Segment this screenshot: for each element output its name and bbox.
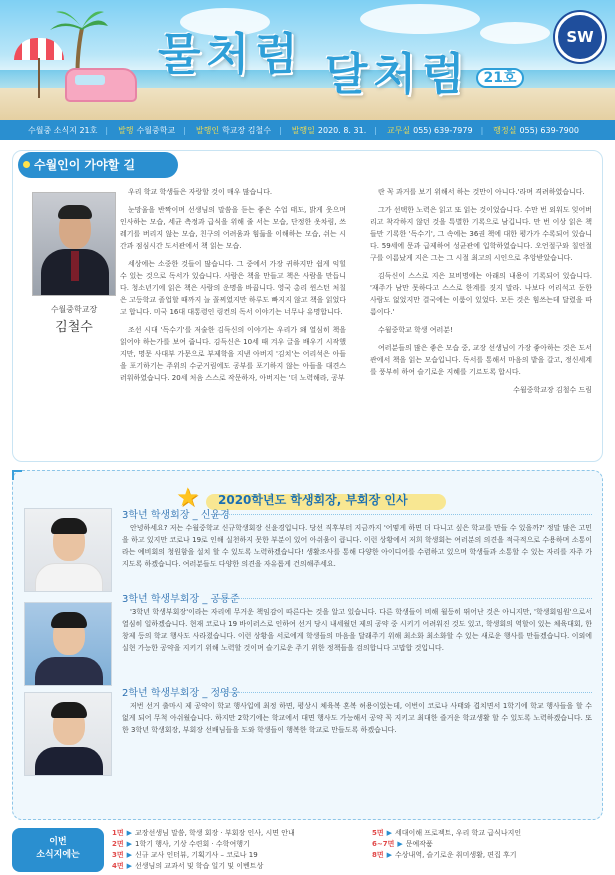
- paragraph: 세상에는 소중한 것들이 많습니다. 그 중에서 가장 귀하지만 쉽게 익힐 수 있는 것으로 독서가 있습니다. 사람은 책을 만들고 책은 사람을 만듭니다. 청소년기에 읽은 책은 사람의 운명을 바꿉니다. 영국 총리 윈스턴 처칠은 고등학교 졸업할 때까지 늘 꼴찌였지만 하루도 빠지지 않고 책을 읽었다고 합니다. 미국 16대 대통령인 링컨의 독서 이야기는 너무나 유명합니다.: [120, 260, 346, 316]
- paragraph: 여러분들의 많은 좋은 모습 중, 교장 선생님이 가장 좋아하는 것은 도서관에서 책을 읽는 모습입니다. 독서를 통해서 마음의 밭을 갈고, 정신세계를 풍부히 하여 슬기로운 지혜를 기르도록 합시다.: [370, 344, 592, 376]
- toc-page: 6~7면: [372, 840, 395, 848]
- paragraph: '3학년 학생부회장'이라는 자리에 무거운 책임감이 따른다는 것을 알고 있습니다. 다른 학생들이 비해 월등히 뛰어난 것은 아니지만, '학생회임원'으로서 열심히 일하겠습니다. 현재 코로나 19 바이러스로 인하여 선거 당시 내세웠던 제의 공약 중 시키기 어려워진 것도 있고, 학생회의 역할이 있는 체육대회, 한창제 등의 학교 행사도 사라졌습니다. 이런 상황을 서로에게 학생들의 마음을 달래주기 위해 최소화 최소화할 수 있는 새로운 행사를 만들겠습니다. 이외에 실현 가능한 공약을 지키기 위해 노력할 것이며 슬기로운 주기 위한 정책들을 검의합니다 고맙합 것입니다.: [122, 608, 592, 652]
- paragraph: 조선 시대 '독수기'를 저술한 김득신의 이야기는 우리가 왜 열심히 책을 읽어야 하는가를 보여 줍니다. 김득신은 10세 때 겨우 글을 배우기 시작했지만, 명문 사대부 가문으로 부제학을 지낸 아버지 '김치'는 어리석은 아들을 포기하기는 주위의 수군거림에도 공부를 포기하지 않는 아들을 대견스러워하였습니다. 20세 처음 스스로 작문하자, 아버지는 '더 노력해라, 공부: [120, 326, 346, 382]
- admin-office-phone: 055) 639-7900: [519, 125, 579, 135]
- paragraph: 수월중학교 학생 여러분!: [378, 326, 453, 334]
- toc-text: 수상내역, 슬기로운 취미생활, 편집 후기: [395, 851, 517, 859]
- council-entry-title: 3학년 학생부회장 _ 공룡준: [122, 594, 240, 605]
- toc-page: 4면: [112, 862, 124, 870]
- paragraph: 눈망울을 반짝이며 선생님의 말씀을 듣는 좋은 수업 태도, 밝게 웃으며 인사하는 모습, 세균 측정과 급식을 위해 줄 서는 모습, 단정한 옷차림, 쓰레기를 버리지 않는 모습, 친구의 어려움과 힘듦을 이해하는 모습, 쉬는 시간과 점심시간 도서관에서 책 읽는 모습.: [120, 206, 346, 250]
- paragraph: 우리 학교 학생들은 자랑할 것이 매우 많습니다.: [128, 188, 273, 196]
- principal-message-column-1: [120, 186, 346, 390]
- issuer-label: 발행인: [195, 125, 220, 135]
- divider: [220, 598, 592, 599]
- principal-signature: 수월중학교장 김철수 드림: [513, 386, 592, 394]
- council-entry-title: 2학년 학생부회장 _ 정영웅: [122, 688, 240, 699]
- toc-page: 3면: [112, 851, 124, 859]
- divider: [220, 514, 592, 515]
- toc-item[interactable]: 5면 ▶ 세대이해 프로젝트, 우리 학교 급식나지인: [372, 829, 522, 837]
- corner-decoration: [12, 470, 22, 480]
- toc-item[interactable]: 4면 ▶ 선생님의 교과서 및 학습 일기 및 이벤트상: [112, 862, 264, 870]
- newsletter-name: 수월중 소식지 21호: [28, 125, 98, 135]
- council-entry-text: [122, 606, 592, 654]
- toc-text: 신규 교사 인터뷰, 기획기사 – 코로나 19: [135, 851, 258, 859]
- publication-info-bar: 수월중 소식지 21호 | 발행 수월중학교 | 발행인 학교장 김철수 | 발행일 2020. 8. 31. | 교무실 055) 639-7979 | 행정실 055) 639-7900: [0, 120, 615, 140]
- toc-label-line: 이번: [49, 837, 67, 847]
- toc-list-right: [372, 828, 521, 861]
- student-photo: [24, 602, 112, 686]
- cloud-decoration: [480, 22, 550, 44]
- principal-name: 김철수: [55, 320, 93, 335]
- title-part2: 달처럼: [324, 49, 471, 100]
- paragraph: 김득신이 스스로 지은 묘비명에는 아래의 내용이 기록되어 있습니다. '재주가 남만 못하다고 스스로 한계를 짓지 말라. 나보다 어리석고 둔한 사람도 없었지만 결국에는 이룸이 있었다. 모든 것은 힘쓰는데 달렸을 따름이다.': [370, 272, 592, 316]
- toc-text: 문예작품: [405, 840, 433, 848]
- toc-text: 1학기 행사, 기상 수련회 · 수학여행기: [135, 840, 250, 848]
- toc-list-left: [112, 828, 295, 872]
- school-seal: SW: [555, 12, 605, 62]
- paragraph: 그가 선택한 노력은 읽고 또 읽는 것이었습니다. 수만 번 외워도 잊어버리고 착각하지 않던 것을 특별한 기록으로 남깁니다. 만 번 이상 읽은 책들만 기록한 '독수기', 그 속에는 36권 책에 대한 평가가 수록되어 있습니다. 59세에 문과 급제하여 성균관에 입학하였습니다. 오언절구와 칠언절구를 이름났게 지은 그는 그 시절 최고의 시인으로 추앙받았습니다.: [370, 206, 592, 262]
- principal-role: 수월중학교장: [50, 305, 98, 314]
- camper-van-icon: [65, 68, 137, 102]
- paragraph: 안녕하세요? 저는 수월중학교 신규학생회장 신윤경입니다. 당선 직후부터 지금까지 '어떻게 하면 더 다니고 싶은 학교를 만들 수 있을까?' 정말 많은 고민을 하고 있지만 코로나 19로 인해 실천하지 못한 부분이 있어 아쉬움이 큽니다. 이런 상황에서 저희 학생회는 여러분의 의견을 적극적으로 수용하며 소통이라는 예비회의 청원함을 설치 할 수 있도록 노력하겠습니다! 생활조사를 통해 다양한 아이디어를 수렴하고 있으며 학생들과 소통할 수 있는 자리를 자주 가지도록 하겠습니다. 여러분들도 다양한 의견을 자유롭게 건의해주세요.: [122, 524, 592, 568]
- newsletter-title: [158, 18, 471, 100]
- principal-photo: [32, 192, 116, 296]
- council-entry-text: [122, 522, 592, 570]
- principal-message-column-2: [370, 186, 592, 402]
- toc-page: 2면: [112, 840, 124, 848]
- paragraph: 저번 선거 출마시 제 공약이 학교 행사입에 최정 하면, 평상시 체육복 혼복 허용이었는데, 이번이 코로나 사태와 겹치면서 1학기에 학교 행사들을 할 수 없게 되어 무척 아쉬웠습니다. 하지만 2학기에는 학교에서 대면 행사도 가능해서 공약 꼭 지키고 최대한 즐거운 학교생활 할 수 있도록 노력하겠습니다. 또한 3학년 학생회장, 부회장 선배님들을 도와 학생들이 행복한 학교로 만들도록 하겠습니다.: [122, 702, 592, 734]
- student-photo: [24, 692, 112, 776]
- issue-badge: 21호: [476, 68, 524, 88]
- masthead-banner: [0, 0, 615, 120]
- admin-office-label: 행정실: [493, 125, 517, 135]
- toc-item[interactable]: 3면 ▶ 신규 교사 인터뷰, 기획기사 – 코로나 19: [112, 851, 258, 859]
- toc-label: [12, 828, 104, 872]
- teachers-office-phone: 055) 639-7979: [413, 125, 473, 135]
- toc-item[interactable]: 6~7면 ▶ 문예작품: [372, 840, 433, 848]
- paragraph: 란 꼭 과거를 보기 위해서 하는 것만이 아니다.'라며 격려하였습니다.: [378, 188, 585, 196]
- issuer-value: 학교장 김철수: [222, 125, 271, 135]
- publisher-label: 발행: [118, 125, 134, 135]
- toc-item[interactable]: 2면 ▶ 1학기 행사, 기상 수련회 · 수학여행기: [112, 840, 250, 848]
- toc-text: 세대이해 프로젝트, 우리 학교 급식나지인: [395, 829, 522, 837]
- council-entry-title: 3학년 학생회장 _ 신윤경: [122, 510, 230, 521]
- teachers-office-label: 교무실: [386, 125, 411, 135]
- star-icon: ★: [176, 483, 200, 513]
- date-label: 발행일: [291, 125, 315, 135]
- toc-text: 선생님의 교과서 및 학습 일기 및 이벤트상: [135, 862, 264, 870]
- toc-text: 교장선생님 말씀, 학생 회장 · 부회장 인사, 시면 안내: [135, 829, 295, 837]
- principal-section-title: 수월인이 가야할 길: [18, 152, 178, 178]
- toc-item[interactable]: 8면 ▶ 수상내역, 슬기로운 취미생활, 편집 후기: [372, 851, 517, 859]
- council-title-text: 2020학년도 학생회장, 부회장 인사: [218, 493, 408, 507]
- toc-label-line: 소식지에는: [36, 850, 80, 860]
- student-photo: [24, 508, 112, 592]
- toc-page: 5면: [372, 829, 384, 837]
- council-entry-text: [122, 700, 592, 736]
- divider: [220, 692, 592, 693]
- umbrella-pole: [38, 58, 40, 98]
- toc-page: 8면: [372, 851, 384, 859]
- title-part1: 물처럼: [158, 29, 304, 80]
- toc-item[interactable]: 1면 ▶ 교장선생님 말씀, 학생 회장 · 부회장 인사, 시면 안내: [112, 829, 295, 837]
- date-value: 2020. 8. 31.: [317, 125, 367, 135]
- publisher-value: 수월중학교: [136, 125, 176, 135]
- toc-page: 1면: [112, 829, 124, 837]
